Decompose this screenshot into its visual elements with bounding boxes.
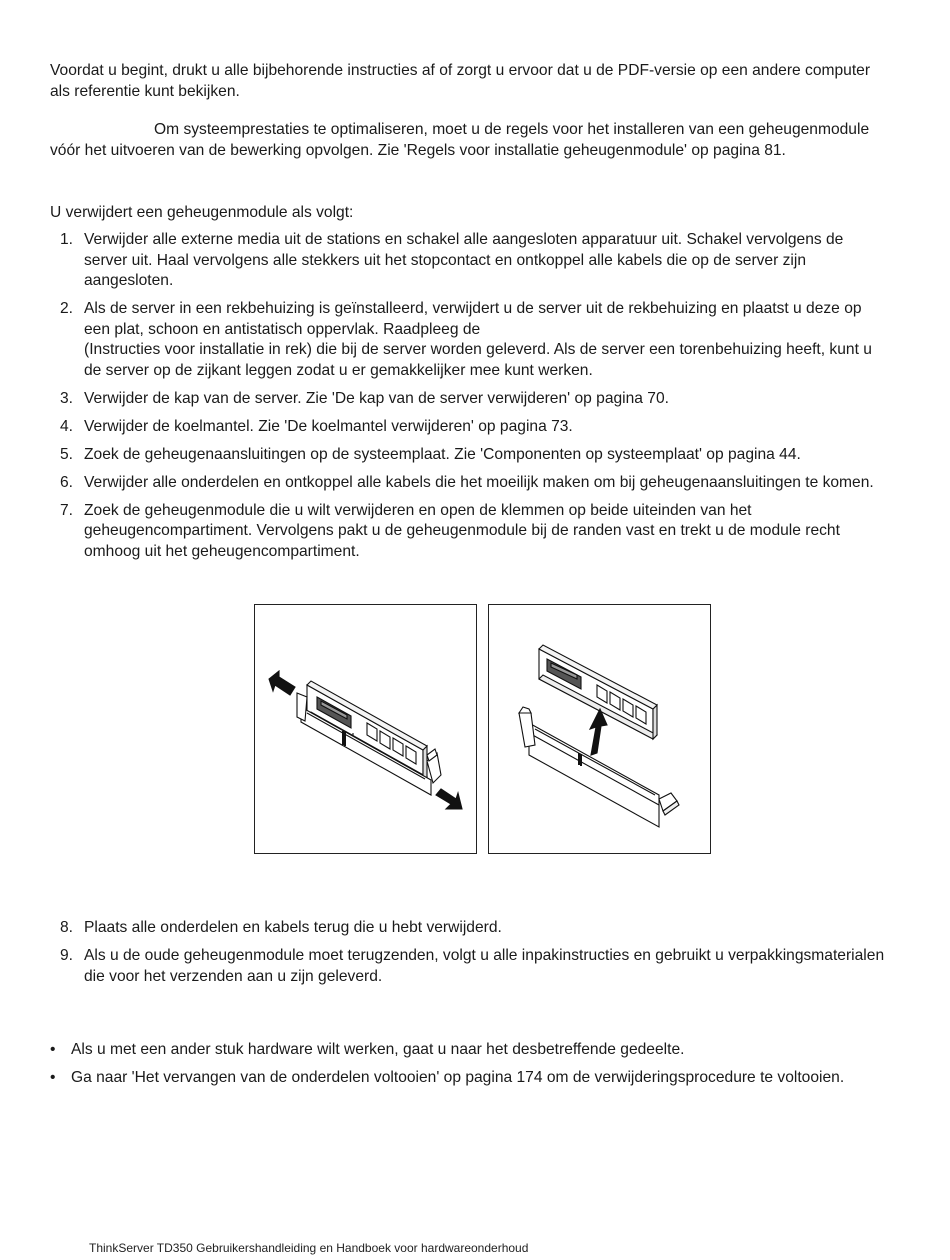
step-text: Verwijder de koelmantel. Zie 'De koelmantel verwijderen' op pagina 73. (84, 417, 573, 435)
step-text: Plaats alle onderdelen en kabels terug die u hebt verwijderd. (84, 919, 502, 936)
list-item (50, 473, 890, 494)
bullet-text: Ga naar 'Het vervangen van de onderdelen voltooien' op pagina 174 om de verwijderingsprocedure te voltooien. (71, 1069, 845, 1086)
procedure-lead: U verwijdert een geheugenmodule als volgt: (50, 204, 354, 221)
step-number: 1. (60, 231, 74, 248)
step-text: Zoek de geheugenaansluitingen op de systeemplaat. Zie 'Componenten op systeemplaat' op pagina 44. (84, 445, 801, 463)
step-text: Zoek de geheugenmodule die u wilt verwijderen en open de klemmen op beide uiteinden van het geheugencompartiment. Vervolgens pakt u de geheugenmodule bij de randen vast en trekt u de module recht omhoog uit het geheugencompartiment. (84, 501, 840, 560)
step-text: (Instructies voor installatie in rek) die bij de server worden geleverd. Als de server een torenbehuizing heeft, kunt u de server op de zijkant leggen zodat u er gemakkelijker mee kunt werken. (84, 341, 872, 379)
list-item (50, 946, 890, 987)
list-item (50, 445, 890, 466)
list-item (50, 389, 890, 410)
figure-lift-module (488, 604, 711, 854)
list-item (50, 230, 890, 292)
list-item (50, 417, 890, 438)
step-number: 6. (60, 473, 74, 491)
list-item (50, 918, 890, 939)
page-footer: ThinkServer TD350 Gebruikershandleiding en Handboek voor hardwareonderhoud (89, 1241, 529, 1255)
bullet-icon: • (50, 1041, 56, 1058)
list-item (50, 1068, 870, 1089)
step-text: Als u de oude geheugenmodule moet terugzenden, volgt u alle inpakinstructies en gebruikt u verpakkingsmaterialen die voor het verzenden aan u zijn geleverd. (84, 947, 885, 985)
list-item (50, 1040, 870, 1061)
steps-list (50, 230, 890, 570)
step-text: Verwijder alle onderdelen en ontkoppel alle kabels die het moeilijk maken om bij geheugenaansluitingen te komen. (84, 473, 874, 491)
steps-list-continued (50, 918, 890, 995)
step-number: 9. (60, 947, 74, 964)
step-text: Verwijder alle externe media uit de stations en schakel alle aangesloten apparatuur uit. Schakel vervolgens de server uit. Haal vervolgens alle stekkers uit het stopcontact en ontkoppel alle kabels die op de server zijn aangesloten. (84, 231, 844, 289)
bullet-icon: • (50, 1069, 56, 1086)
step-number: 2. (60, 300, 74, 317)
step-number: 4. (60, 417, 74, 435)
list-item (50, 299, 890, 381)
step-number: 5. (60, 445, 74, 463)
open-clips-arrows-illustration (255, 605, 476, 853)
bullet-text: Als u met een ander stuk hardware wilt werken, gaat u naar het desbetreffende gedeelte. (71, 1041, 685, 1058)
next-steps-list (50, 1040, 870, 1096)
step-number: 3. (60, 389, 74, 407)
step-text: Verwijder de kap van de server. Zie 'De kap van de server verwijderen' op pagina 70. (84, 389, 669, 407)
intro-paragraph: Voordat u begint, drukt u alle bijbehorende instructies af of zorgt u ervoor dat u de PDF-versie op een andere computer als referentie kunt bekijken. (50, 62, 871, 100)
step-number: 8. (60, 919, 74, 936)
lift-module-arrow-illustration (489, 605, 710, 853)
optimization-note: Om systeemprestaties te optimaliseren, moet u de regels voor het installeren van een geheugenmodule vóór het uitvoeren van de bewerking opvolgen. Zie 'Regels voor installatie geheugenmodule' op pagina 81. (50, 121, 870, 159)
step-text: Als de server in een rekbehuizing is geïnstalleerd, verwijdert u de server uit de rekbehuizing en plaatst u deze op een plat, schoon en antistatisch oppervlak. Raadpleeg de (84, 300, 862, 338)
figure-open-clips (254, 604, 477, 854)
step-number: 7. (60, 501, 74, 519)
list-item (50, 501, 890, 563)
